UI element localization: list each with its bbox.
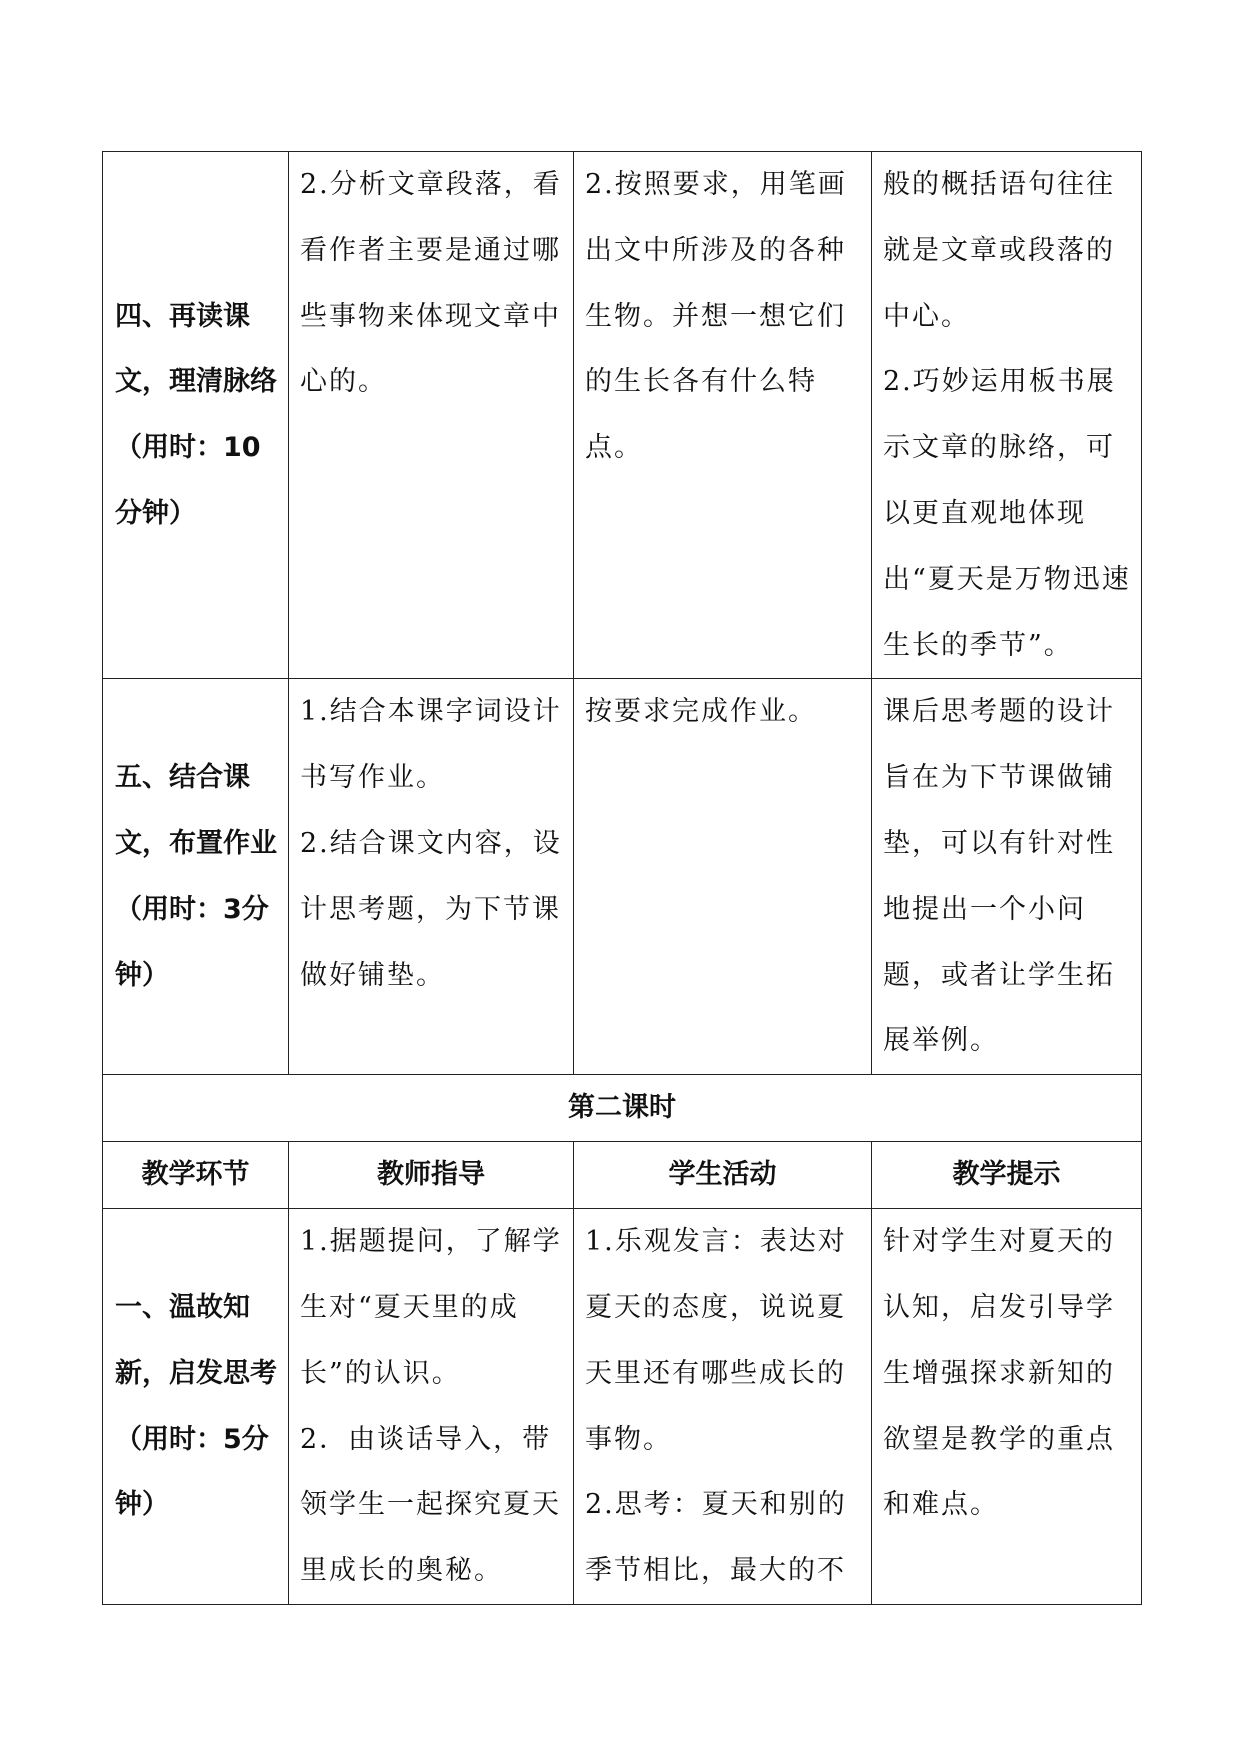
- table-row: [103, 679, 1142, 1075]
- student-cell: [574, 152, 872, 679]
- header-stage: 教学环节: [141, 1159, 250, 1191]
- teacher-text: 1.据题提问，了解学生对“夏天里的成长”的认识。: [300, 1226, 562, 1389]
- stage-cell: [103, 1209, 289, 1605]
- tips-text: 2.巧妙运用板书展示文章的脉络，可以更直观地体现出“夏天是万物迅速生长的季节”。: [883, 366, 1131, 661]
- teacher-text: 2.分析文章段落，看看作者主要是通过哪些事物来体现文章中心的。: [300, 169, 562, 398]
- teacher-text: 2．由谈话导入，带领学生一起探究夏天里成长的奥秘。: [300, 1423, 561, 1587]
- tips-cell: [872, 679, 1142, 1075]
- student-text: 按要求完成作业。: [585, 696, 817, 728]
- teacher-cell: [289, 1209, 574, 1605]
- section-title: 第二课时: [568, 1092, 676, 1124]
- stage-label: 四、再读课文，理清脉络（用时：10分钟）: [115, 300, 277, 529]
- tips-text: 针对学生对夏天的认知，启发引导学生增强探求新知的欲望是教学的重点和难点。: [883, 1226, 1115, 1521]
- tips-cell: [872, 152, 1142, 679]
- teacher-cell: [289, 152, 574, 679]
- column-header: [872, 1142, 1142, 1209]
- student-cell: [574, 679, 872, 1075]
- header-row: [103, 1142, 1142, 1209]
- section-title-cell: [103, 1075, 1142, 1142]
- column-header: [574, 1142, 872, 1209]
- table-row: [103, 152, 1142, 679]
- lesson-plan-table: [102, 151, 1142, 1605]
- student-text: 1.乐观发言：表达对夏天的态度，说说夏天里还有哪些成长的事物。: [585, 1226, 847, 1455]
- stage-label: 一、温故知新，启发思考（用时：5分钟）: [115, 1291, 277, 1521]
- column-header: [103, 1142, 289, 1209]
- student-text: 2.按照要求，用笔画出文中所涉及的各种生物。并想一想它们的生长各有什么特点。: [585, 169, 847, 464]
- header-student: 学生活动: [668, 1159, 777, 1191]
- column-header: [289, 1142, 574, 1209]
- header-tips: 教学提示: [952, 1159, 1061, 1191]
- table-row: [103, 1209, 1142, 1605]
- stage-label: 五、结合课文，布置作业（用时：3分钟）: [115, 762, 277, 991]
- stage-cell: [103, 679, 289, 1075]
- teacher-cell: [289, 679, 574, 1075]
- tips-cell: [872, 1209, 1142, 1605]
- teacher-text: 2.结合课文内容，设计思考题，为下节课做好铺垫。: [300, 827, 562, 991]
- tips-text: 课后思考题的设计旨在为下节课做铺垫，可以有针对性地提出一个小问题，或者让学生拓展举例。: [883, 696, 1115, 1057]
- teacher-text: 1.结合本课字词设计书写作业。: [300, 696, 562, 794]
- stage-cell: [103, 152, 289, 679]
- header-teacher: 教师指导: [377, 1159, 485, 1191]
- tips-text: 般的概括语句往往就是文章或段落的中心。: [883, 169, 1115, 332]
- student-text: 2.思考：夏天和别的季节相比，最大的不: [585, 1489, 847, 1587]
- student-cell: [574, 1209, 872, 1605]
- section-row: [103, 1075, 1142, 1142]
